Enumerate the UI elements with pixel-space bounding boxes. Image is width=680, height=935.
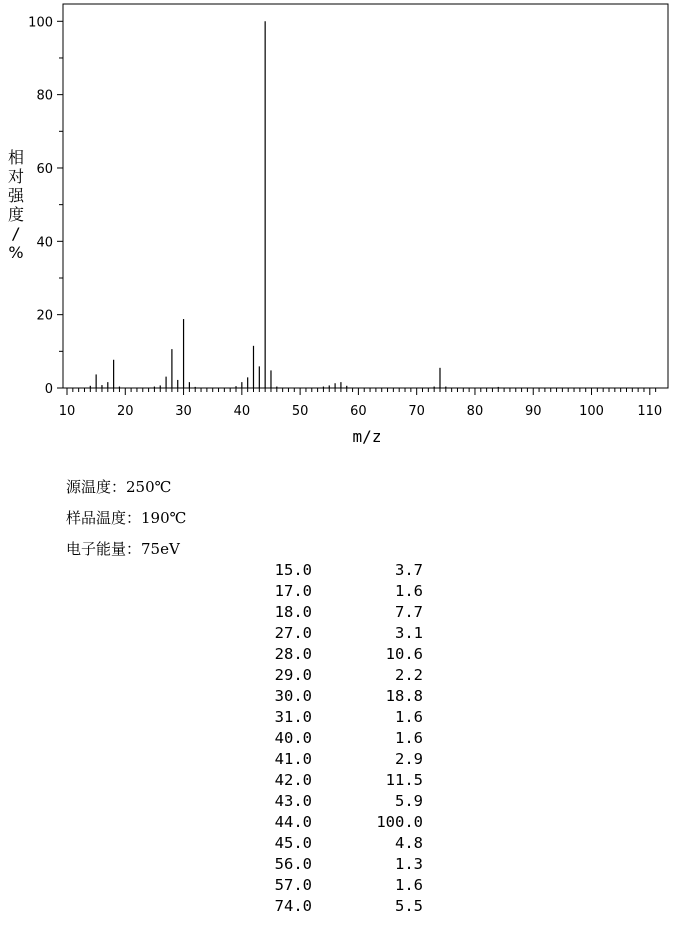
peak-intensity: 7.7 [395, 603, 423, 621]
peak-mz: 27.0 [274, 624, 312, 642]
peak-table-row [240, 812, 423, 833]
peak-mz: 17.0 [274, 582, 312, 600]
peak-mz: 30.0 [274, 687, 312, 705]
peak-table-row [240, 854, 423, 875]
peak-table-row [240, 560, 423, 581]
x-tick-label: 100 [579, 404, 604, 419]
peak-table-row [240, 581, 423, 602]
peak-mz: 28.0 [274, 645, 312, 663]
peak-mz: 15.0 [274, 561, 312, 579]
plot-frame [63, 4, 668, 388]
y-axis-label: 相对强度/ % [7, 148, 25, 262]
x-tick-label: 10 [58, 404, 76, 419]
y-tick-label: 100 [28, 15, 53, 31]
peak-mz: 41.0 [274, 750, 312, 768]
peak-table-row [240, 728, 423, 749]
peak-mz: 45.0 [274, 834, 312, 852]
plot-axes [63, 4, 668, 388]
x-tick-label: 70 [408, 404, 425, 419]
x-tick-label: 110 [637, 404, 663, 419]
x-tick-label: 80 [466, 404, 484, 419]
peak-table-row [240, 749, 423, 770]
peak-intensity: 4.8 [395, 834, 423, 852]
peak-intensity: 1.6 [395, 876, 423, 894]
x-tick-label: 20 [117, 404, 134, 419]
peak-table-row [240, 707, 423, 728]
axis-ticks [28, 15, 662, 419]
peak-intensity: 2.9 [395, 750, 423, 768]
x-tick-label: 40 [233, 404, 251, 419]
y-tick-label: 20 [36, 308, 53, 324]
peak-mz: 74.0 [274, 897, 312, 915]
peak-table-row [240, 686, 423, 707]
peak-table-row [240, 833, 423, 854]
peak-table [240, 560, 423, 917]
spectrum-peaks [90, 21, 498, 388]
peak-mz: 18.0 [274, 603, 312, 621]
peak-intensity: 3.7 [395, 561, 423, 579]
mass-spectrum-chart [0, 0, 680, 460]
x-tick-label: 50 [291, 404, 309, 419]
y-tick-label: 60 [36, 161, 53, 177]
peak-intensity: 18.8 [385, 687, 423, 705]
peak-mz: 31.0 [274, 708, 312, 726]
peak-intensity: 2.2 [395, 666, 423, 684]
peak-intensity: 3.1 [395, 624, 423, 642]
y-tick-label: 0 [44, 382, 53, 397]
x-tick-label: 60 [350, 404, 367, 419]
electron-energy: 电子能量：75eV [66, 540, 180, 558]
peak-table-row [240, 770, 423, 791]
peak-table-row [240, 896, 423, 917]
peak-mz: 43.0 [274, 792, 312, 810]
peak-table-row [240, 791, 423, 812]
peak-intensity: 1.6 [395, 582, 423, 600]
peak-mz: 29.0 [274, 666, 312, 684]
peak-mz: 40.0 [274, 729, 312, 747]
peak-intensity: 100.0 [376, 813, 423, 831]
peak-table-row [240, 875, 423, 896]
peak-table-row [240, 644, 423, 665]
peak-intensity: 1.3 [395, 855, 423, 873]
peak-mz: 57.0 [274, 876, 312, 894]
peak-intensity: 5.5 [395, 897, 423, 915]
y-tick-label: 80 [36, 88, 53, 104]
peak-table-row [240, 602, 423, 623]
peak-intensity: 5.9 [395, 792, 423, 810]
peak-intensity: 1.6 [395, 708, 423, 726]
peak-intensity: 11.5 [385, 771, 423, 789]
source-temperature: 源温度：250℃ [66, 478, 172, 496]
sample-temperature: 样品温度：190℃ [66, 509, 187, 527]
peak-table-row [240, 665, 423, 686]
peak-table-row [240, 623, 423, 644]
y-tick-label: 40 [36, 235, 53, 251]
peak-mz: 44.0 [274, 813, 312, 831]
peak-mz: 56.0 [274, 855, 312, 873]
peak-intensity: 10.6 [385, 645, 423, 663]
peak-mz: 42.0 [274, 771, 312, 789]
instrument-parameters [66, 476, 186, 569]
x-tick-label: 90 [524, 404, 542, 419]
peak-intensity: 1.6 [395, 729, 423, 747]
x-axis-label: m/z [352, 427, 382, 446]
x-tick-label: 30 [175, 404, 192, 419]
